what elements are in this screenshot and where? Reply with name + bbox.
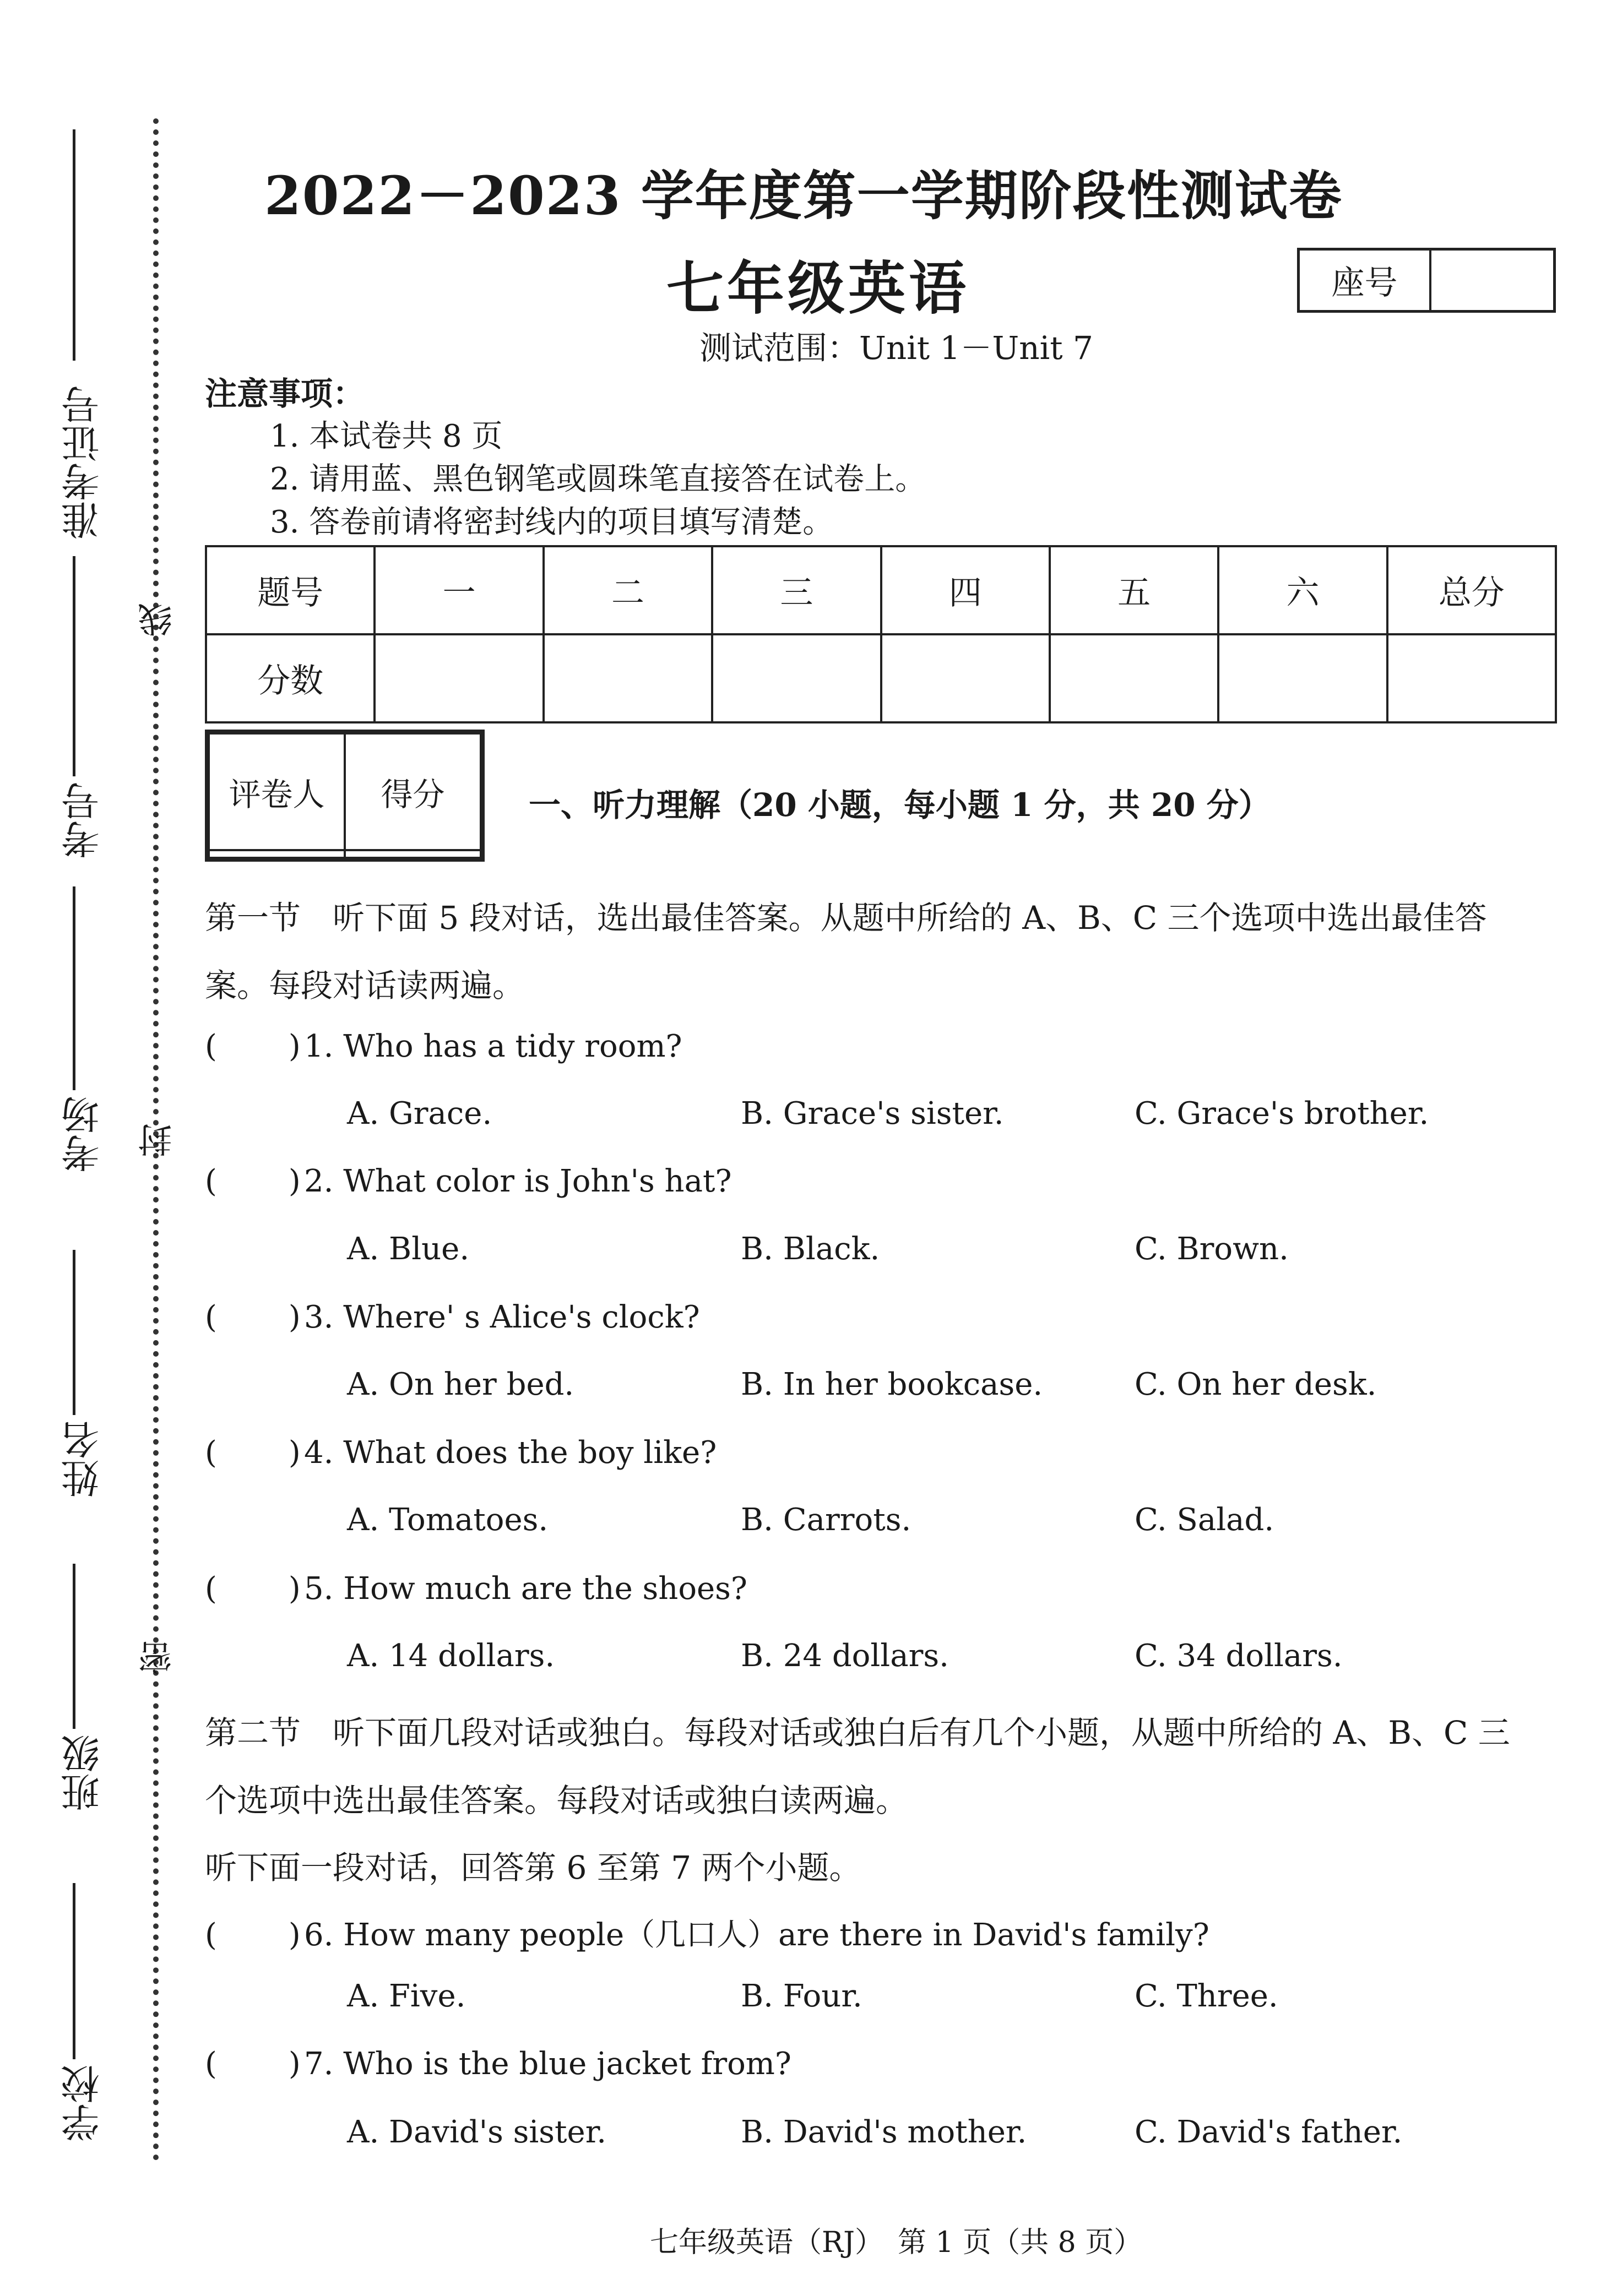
score-cell: 一 <box>375 546 543 634</box>
score-label: 得分 <box>345 733 481 850</box>
seal-char-line: 线 <box>138 603 178 637</box>
question-1: ( ) 1. Who has a tidy room? <box>205 1029 682 1064</box>
notice-item: 1. 本试卷共 8 页 <box>270 418 503 454</box>
score-input-cell[interactable] <box>1387 634 1556 722</box>
option-b: B. David's mother. <box>741 2114 1027 2150</box>
option-b: B. Carrots. <box>741 1502 911 1538</box>
exam-title: 2022－2023 学年度第一学期阶段性测试卷 <box>264 165 1343 227</box>
option-b: B. Grace's sister. <box>741 1096 1004 1131</box>
score-cell: 总分 <box>1387 546 1556 634</box>
option-c: C. David's father. <box>1135 2114 1403 2150</box>
option-a: A. Five. <box>347 1978 466 2014</box>
grader-input-cell[interactable] <box>209 850 345 858</box>
field-underline <box>73 1250 75 1415</box>
field-label-name: 姓名 <box>61 1421 106 1498</box>
score-input-cell[interactable] <box>1218 634 1387 722</box>
field-label-exam-room: 考场 <box>61 1096 106 1173</box>
question-2: ( ) 2. What color is John's hat? <box>205 1163 732 1199</box>
option-a: A. On her bed. <box>347 1367 574 1402</box>
option-b: B. 24 dollars. <box>741 1638 949 1674</box>
notice-item: 2. 请用蓝、黑色钢笔或圆珠笔直接答在试卷上。 <box>270 461 926 497</box>
answer-bracket[interactable]: ( ) <box>205 1163 301 1199</box>
field-underline <box>73 129 75 361</box>
score-table-header-row <box>206 546 1556 634</box>
answer-bracket[interactable]: ( ) <box>205 2046 301 2082</box>
field-underline <box>73 556 75 776</box>
answer-bracket[interactable]: ( ) <box>205 1435 301 1471</box>
score-cell: 四 <box>881 546 1050 634</box>
notice-item: 3. 答卷前请将密封线内的项目填写清楚。 <box>270 504 834 540</box>
answer-bracket[interactable]: ( ) <box>205 1299 301 1335</box>
score-input-cell[interactable] <box>712 634 881 722</box>
option-c: C. 34 dollars. <box>1135 1638 1343 1674</box>
field-underline <box>73 886 75 1090</box>
answer-bracket[interactable]: ( ) <box>205 1571 301 1607</box>
score-input-cell[interactable] <box>345 850 481 858</box>
field-underline <box>73 1564 75 1729</box>
score-input-cell[interactable] <box>881 634 1050 722</box>
question-5: ( ) 5. How much are the shoes? <box>205 1571 747 1607</box>
score-cell: 五 <box>1050 546 1218 634</box>
question-3: ( ) 3. Where' s Alice's clock? <box>205 1299 700 1335</box>
score-input-cell[interactable] <box>1050 634 1218 722</box>
seal-char-seal: 封 <box>138 1123 178 1157</box>
question-7: ( ) 7. Who is the blue jacket from? <box>205 2046 791 2082</box>
option-c: C. Salad. <box>1135 1502 1274 1538</box>
option-b: B. Black. <box>741 1231 880 1267</box>
part2-intro: 听下面一段对话，回答第 6 至第 7 两个小题。 <box>205 1849 861 1886</box>
field-label-exam-number: 考号 <box>61 782 106 859</box>
seat-number-field[interactable] <box>1431 251 1553 310</box>
score-cell: 二 <box>544 546 712 634</box>
field-label-school: 学校 <box>61 2065 106 2142</box>
grader-box <box>205 730 485 862</box>
option-b: B. In her bookcase. <box>741 1367 1043 1402</box>
score-row-label: 分数 <box>206 634 375 722</box>
question-6: ( ) 6. How many people（几口人）are there in David's family? <box>205 1917 1209 1953</box>
exam-subtitle: 七年级英语 <box>666 254 970 322</box>
seat-number-box <box>1297 248 1556 313</box>
field-label-class: 班级 <box>61 1734 106 1811</box>
field-label-exam-id: 准考证号 <box>61 385 106 540</box>
option-a: A. David's sister. <box>347 2114 607 2150</box>
part1-instruction-cont: 案。每段对话读两遍。 <box>205 967 525 1004</box>
option-c: C. Grace's brother. <box>1135 1096 1429 1131</box>
option-a: A. Grace. <box>347 1096 492 1131</box>
part1-instruction: 第一节 听下面 5 段对话，选出最佳答案。从题中所给的 A、B、C 三个选项中选出最佳答 <box>205 899 1487 937</box>
seat-number-label: 座号 <box>1300 251 1431 310</box>
question-4: ( ) 4. What does the boy like? <box>205 1435 717 1471</box>
part2-instruction: 第二节 听下面几段对话或独白。每段对话或独白后有几个小题，从题中所给的 A、B、C 三 <box>205 1714 1510 1751</box>
notice-heading: 注意事项： <box>205 375 365 412</box>
test-range: 测试范围：Unit 1－Unit 7 <box>699 329 1093 367</box>
option-c: C. Brown. <box>1135 1231 1289 1267</box>
option-a: A. Blue. <box>347 1231 470 1267</box>
score-table-score-row <box>206 634 1556 722</box>
answer-bracket[interactable]: ( ) <box>205 1917 301 1953</box>
option-c: C. Three. <box>1135 1978 1278 2014</box>
part2-instruction-cont: 个选项中选出最佳答案。每段对话或独白读两遍。 <box>205 1782 908 1819</box>
option-a: A. Tomatoes. <box>347 1502 549 1538</box>
option-b: B. Four. <box>741 1978 862 2014</box>
option-a: A. 14 dollars. <box>347 1638 555 1674</box>
score-table <box>205 545 1557 723</box>
seal-char-secret: 密 <box>138 1641 178 1675</box>
score-input-cell[interactable] <box>544 634 712 722</box>
score-cell: 题号 <box>206 546 375 634</box>
option-c: C. On her desk. <box>1135 1367 1377 1402</box>
section-title: 一、听力理解（20 小题，每小题 1 分，共 20 分） <box>529 786 1271 824</box>
grader-label: 评卷人 <box>209 733 345 850</box>
field-underline <box>73 1883 75 2059</box>
score-cell: 六 <box>1218 546 1387 634</box>
score-input-cell[interactable] <box>375 634 543 722</box>
score-cell: 三 <box>712 546 881 634</box>
page-footer: 七年级英语（RJ） 第 1 页（共 8 页） <box>650 2226 1143 2259</box>
answer-bracket[interactable]: ( ) <box>205 1029 301 1064</box>
